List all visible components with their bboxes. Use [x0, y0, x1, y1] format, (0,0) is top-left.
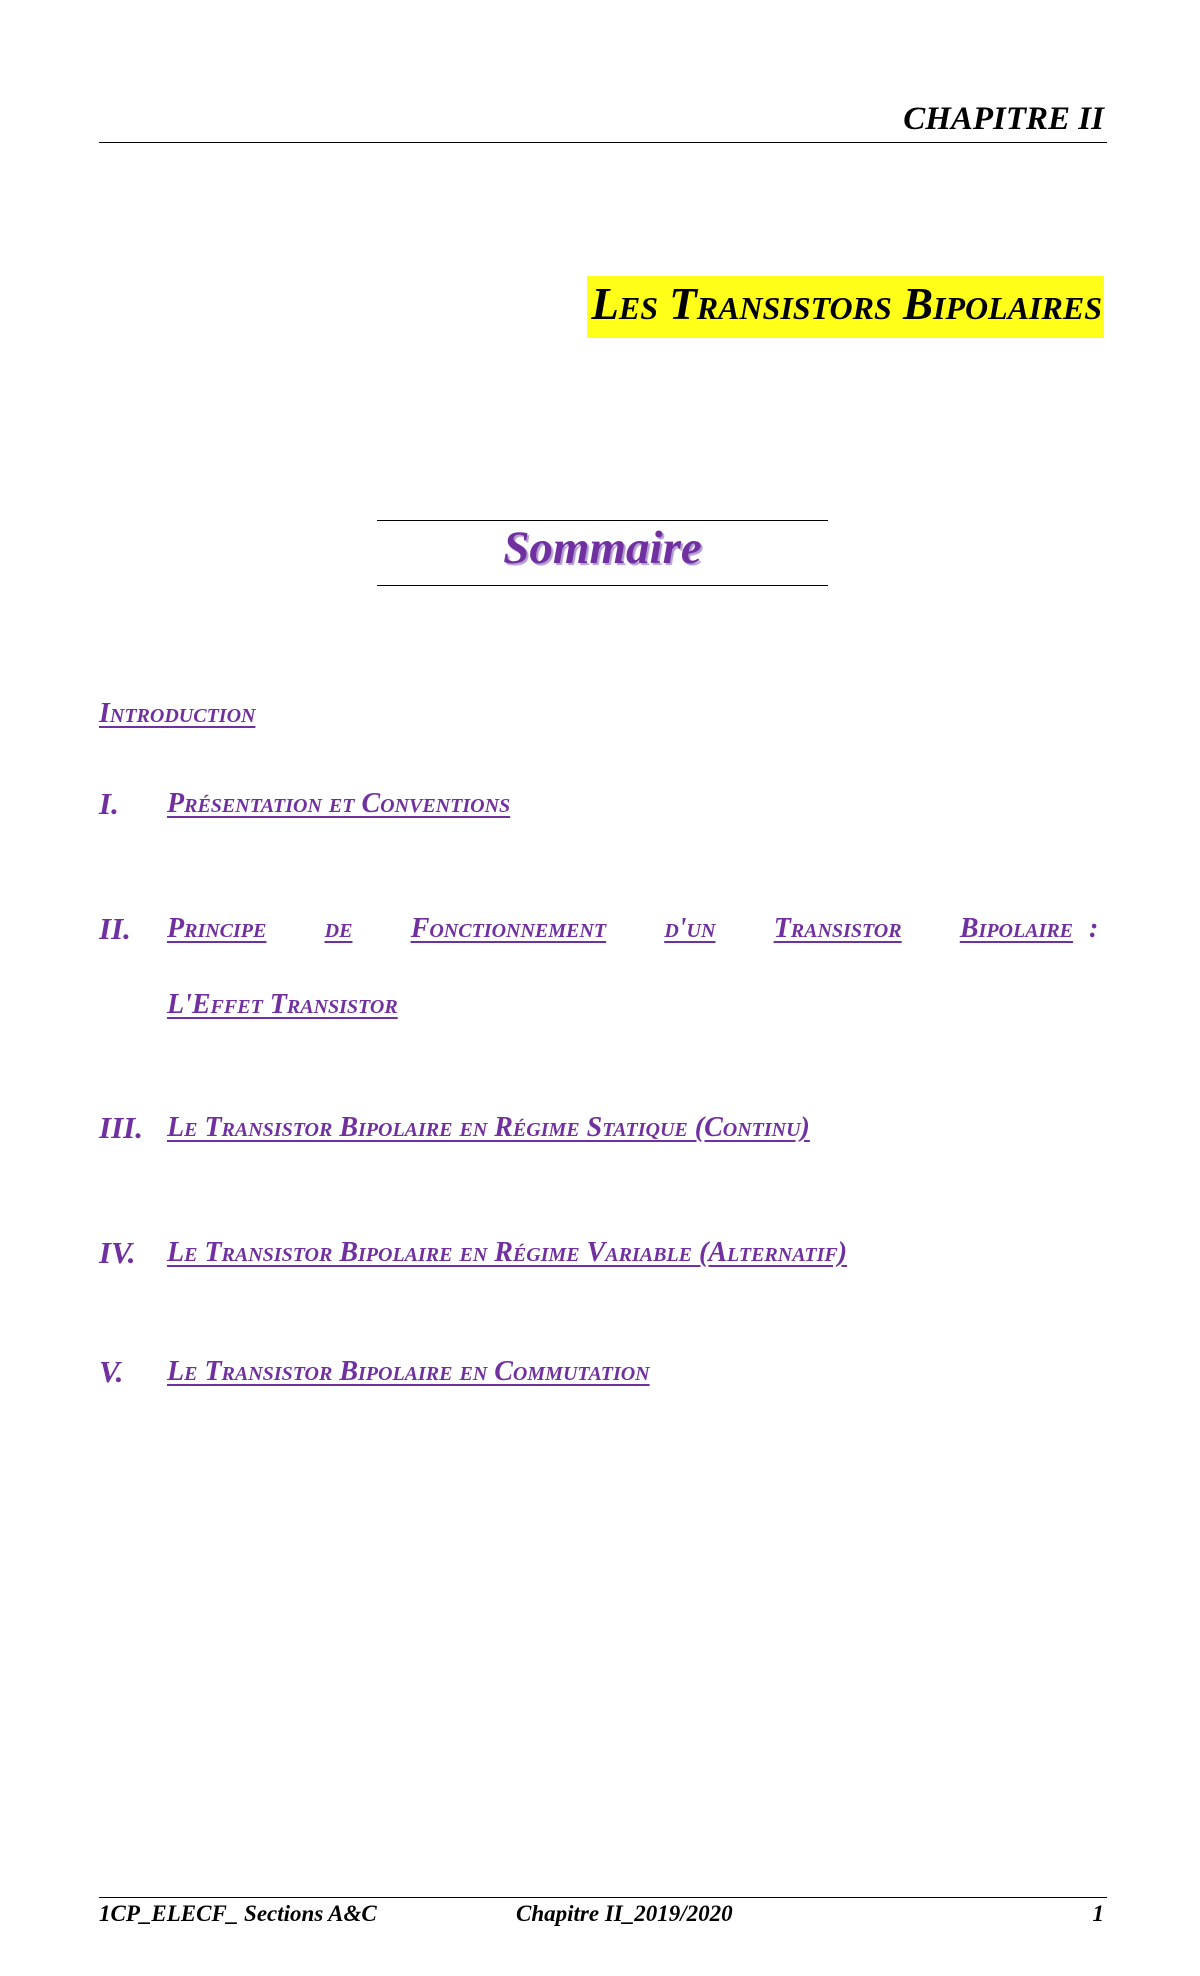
toc-word: de	[324, 913, 353, 944]
chapter-header: CHAPITRE II	[903, 101, 1104, 137]
toc-word: Principe	[167, 913, 267, 944]
document-title: Les Transistors Bipolaires	[587, 276, 1104, 338]
header-divider	[99, 142, 1107, 143]
toc-word: Bipolaire	[959, 913, 1073, 944]
toc-link-commutation[interactable]: Le Transistor Bipolaire en Commutation	[167, 1356, 650, 1387]
toc-word: Fonctionnement	[410, 913, 607, 944]
footer-divider	[99, 1897, 1107, 1898]
toc-link-introduction[interactable]: Introduction	[99, 698, 256, 729]
toc-link-regime-variable[interactable]: Le Transistor Bipolaire en Régime Variable (Alternatif)	[167, 1237, 848, 1268]
toc-number: III.	[99, 1110, 143, 1145]
footer-chapter: Chapitre II_2019/2020	[516, 1901, 733, 1926]
toc-link-principe[interactable]	[167, 913, 1073, 945]
sommaire-bottom-divider	[377, 585, 828, 586]
toc-link-regime-statique[interactable]: Le Transistor Bipolaire en Régime Statique (Continu)	[167, 1112, 810, 1143]
sommaire-heading: Sommaire	[503, 522, 702, 574]
toc-number: I.	[99, 786, 119, 821]
footer-page-number: 1	[1092, 1901, 1104, 1926]
toc-number: V.	[99, 1354, 124, 1389]
footer-course: 1CP_ELECF_ Sections A&C	[99, 1901, 377, 1926]
toc-colon: :	[1089, 913, 1099, 944]
toc-word: Transistor	[773, 913, 902, 944]
toc-link-presentation[interactable]: Présentation et Conventions	[167, 788, 511, 819]
toc-link-effet-transistor[interactable]: L'Effet Transistor	[167, 989, 398, 1020]
toc-number: II.	[99, 911, 131, 946]
toc-word: d'un	[664, 913, 716, 944]
toc-number: IV.	[99, 1235, 136, 1270]
